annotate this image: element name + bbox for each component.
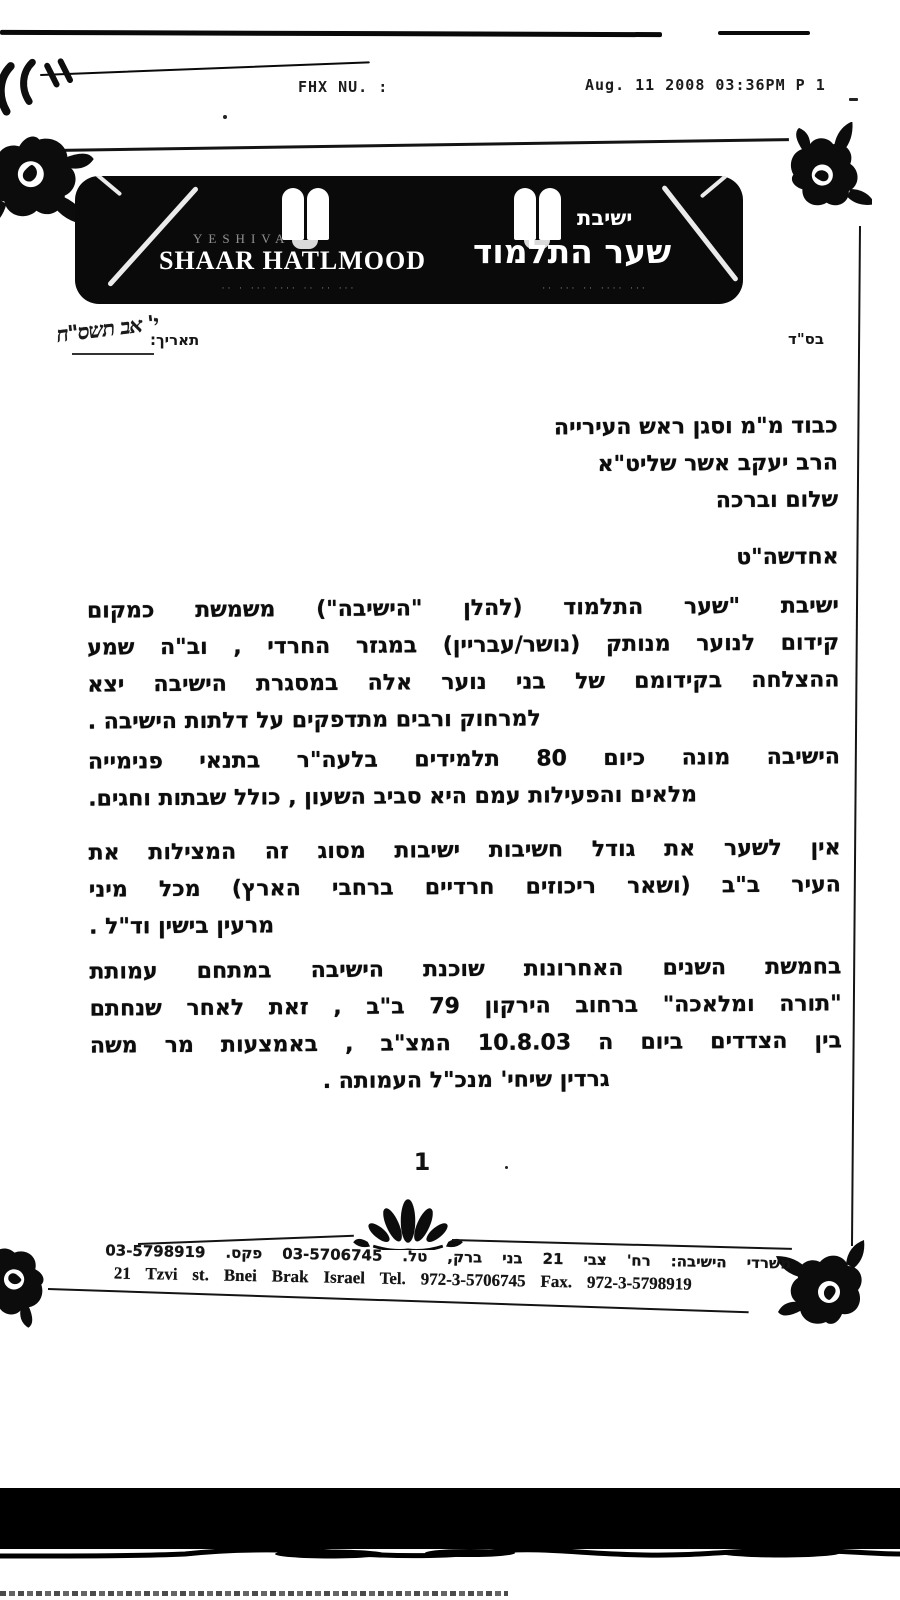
footer-address-english: 21 Tzvi st. Bnei Brak Israel Tel. 972-3-5706745 Fax. 972-3-5798919: [113, 1263, 692, 1294]
text-line: "תורה ומלאכה" ברחוב הירקון 79 ב"ב , זאת לאחר שנחתם: [89, 991, 842, 1022]
letterhead-banner: [75, 176, 743, 304]
body-paragraph: [89, 948, 842, 1101]
text-line: שלום וברכה: [715, 487, 839, 514]
frame-right-border: [851, 226, 861, 1246]
bottom-dashed-artifact: [0, 1591, 508, 1596]
scan-artifact-line: [718, 31, 810, 35]
body-paragraph: [87, 587, 840, 740]
text-line: הישיבה מונה כיום 80 תלמידים בלעה"ר בתנאי פנימייה: [87, 744, 841, 775]
text-line: הרב יעקב אשר שליט"א: [597, 450, 838, 478]
letterhead-english-subtext: ·· · ··· ···· ·· ·· ···: [221, 284, 357, 294]
recipient-block: [86, 407, 839, 523]
text-line: גרדין שיחי' מנכ"ל העמותה .: [322, 1066, 610, 1094]
body-paragraph: [88, 738, 840, 817]
scan-scratch: [700, 176, 729, 198]
scan-speck: [505, 1166, 508, 1169]
footer-block: [105, 1241, 798, 1296]
text-line: מרעין בישין וד"ל .: [89, 913, 275, 940]
footer-address-hebrew: משרדי הישיבה: רח' צבי 21 בני ברק, טל. 03-5706745 פקס. 03-5798919: [105, 1241, 792, 1273]
letter-body: [85, 397, 842, 1132]
text-line: אין לשער את גודל חשיבות ישיבות מסוג זה המצילות את: [88, 835, 841, 866]
letterhead-hebrew-name: שער התלמוד: [473, 232, 672, 271]
text-line: למרחוק ורבים מתדפקים על דלתות הישיבה .: [87, 706, 541, 735]
fax-timestamp: Aug. 11 2008 03:36PM P 1: [585, 76, 826, 94]
scan-artifact-line: [40, 61, 370, 76]
page-number: 1: [413, 1148, 431, 1176]
greeting: אחדשה"ט: [736, 544, 839, 571]
date-label: תאריך:: [150, 331, 200, 349]
handwritten-corner-mark: [0, 45, 85, 121]
letterhead-hebrew-subtext: ·· ··· ·· ···· ···: [542, 284, 648, 294]
letterhead-english-name: SHAAR HATLMOOD: [159, 246, 427, 275]
scan-scratch: [661, 185, 739, 283]
text-line: מלאים והפעילות עמם היא סביב השעון , כולל שבתות וחגים.: [88, 782, 698, 812]
body-paragraph: [88, 829, 841, 945]
scan-artifact-line: [0, 30, 662, 37]
bottom-wavy-line: [0, 1545, 900, 1565]
fax-no-label: FHX NU. :: [298, 78, 389, 96]
rose-ornament-icon: [776, 122, 872, 222]
text-line: בין הצדדים ביום ה 10.8.03 המצ"ב , באמצעות מר משה: [89, 1028, 843, 1059]
text-line: העיר ב"ב (ושאר ריכוזים חרדיים ברחבי הארץ) מכל מיני: [88, 872, 841, 903]
leaf-ornament-icon: [350, 1192, 466, 1250]
text-line: ההצלחה בקידומם של בני נוער אלה במסגרת הישיבה יצא: [87, 667, 840, 698]
bsd-label: בס"ד: [788, 330, 824, 348]
text-line: קידום לנוער מנותק (נושר/עבריין) במגזר החרדי , וב"ה שמע: [87, 630, 840, 661]
bottom-black-bar: [0, 1488, 900, 1549]
frame-top-border: [52, 138, 789, 151]
letterhead-hebrew-small: ישיבת: [577, 206, 633, 230]
text-line: כבוד מ"מ וסגן ראש העירייה: [553, 413, 838, 441]
handwritten-date: י' אב תשס"ח: [54, 309, 160, 348]
text-line: ישיבת "שער התלמוד (להלן "הישיבה") משמשת כמקום: [86, 593, 839, 624]
rose-ornament-icon: [0, 1236, 58, 1328]
scan-speck: [849, 98, 858, 101]
letterhead-english-small: YESHIVA: [193, 231, 291, 246]
scan-speck: [223, 115, 227, 119]
text-line: בחמשת השנים האחרונות שוכנת הישיבה במתחם עמותת: [89, 954, 842, 985]
scan-scratch: [94, 176, 123, 196]
date-underline: [72, 353, 154, 355]
